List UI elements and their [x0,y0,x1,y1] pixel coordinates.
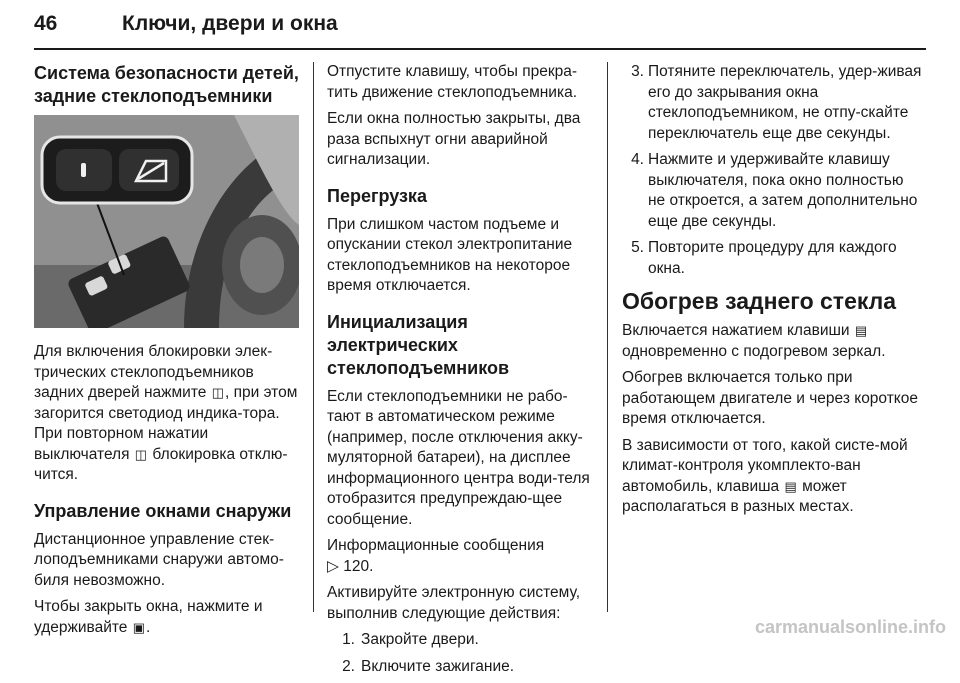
step-text: Включите зажигание. [361,657,515,675]
step-number: 5. [631,239,644,256]
step-number: 2. [342,657,355,675]
paragraph: Если стеклоподъемники не рабо-тают в автоматическом режиме (например, после отключения акку-муляторной батареи), на дисплее информационного центра води-теля отобразится предупреждаю-щее сообщение. [327,387,590,528]
section-title-child-safety: Система безопасности детей, задние стеклоподъемники [34,63,299,106]
list-item [622,62,922,144]
step-number: 4. [631,151,644,168]
text: блокировка отклю-чится. [34,445,288,483]
watermark: carmanualsonline.info [754,617,946,637]
paragraph: Дистанционное управление стек-лоподъемниками снаружи автомо-биля невозможно. [34,530,284,589]
text: одновременно с подогревом зеркал. [622,342,886,360]
paragraph: Чтобы закрыть окна, нажмите и удерживайте ▣. [34,597,300,638]
key-lock-icon: ▣ [132,619,146,635]
section-title-rear-defrost: Обогрев заднего стекла [622,288,897,314]
step-text: Закройте двери. [361,631,479,648]
rear-defrost-icon: ▤ [784,478,797,494]
paragraph: Если окна полностью закрыты, два раза вспыхнут огни аварийной сигнализации. [327,110,581,168]
text: В зависимости от того, какой систе-мой климат-контроля укомплекто-ван автомобиль, клавиша [622,436,908,495]
column-divider [607,62,608,612]
paragraph: Обогрев включается только при работающем двигателе и через короткое время отключается. [622,369,919,427]
window-lock-icon: ◫ [211,385,224,400]
column-middle [327,62,597,683]
section-title-initialization: Инициализация электрических стеклоподъемников [327,311,510,378]
header-rule [34,48,926,50]
column-right [622,62,922,524]
column-left [34,62,300,644]
window-lock-icon: ◫ [134,446,148,462]
list-item [622,238,922,279]
page-header [34,6,926,46]
list-item [327,657,597,678]
page-reference-arrow-icon: ▷ [327,557,339,575]
steps-list [327,630,597,677]
step-text: Потяните переключатель, удер-живая его до закрывания окна стеклоподъемником, не отпу-скайте переключатель еще две секунды. [648,63,922,142]
step-text: Нажмите и удерживайте клавишу выключателя, пока окно полностью не откроется, а затем дополнительно еще две секунды. [648,151,918,230]
text: Для включения блокировки элек-трических стеклоподъемников задних дверей нажмите [34,343,273,401]
text: Информационные сообщения [327,537,545,554]
paragraph [34,342,300,486]
text: Чтобы закрыть окна, нажмите и удерживайте [34,598,263,636]
step-number: 3. [631,63,644,80]
paragraph: Отпустите клавишу, чтобы прекра-тить движение стеклоподъемника. [327,63,578,101]
paragraph: Активируйте электронную систему, выполнив следующие действия: [327,584,581,622]
step-text: Повторите процедуру для каждого окна. [648,239,897,277]
step-number: 1. [342,631,355,648]
chapter-title: Ключи, двери и окна [122,12,338,35]
rear-defrost-icon: ▤ [854,323,868,338]
list-item [622,150,922,232]
section-title-overload: Перегрузка [327,185,427,206]
page-number: 46 [34,12,58,35]
column-divider [313,62,314,612]
text: , при этом загорится светодиод индика-тора. При повторном нажатии выключателя [34,384,298,463]
steps-list [622,62,922,279]
text: Включается нажатием клавиши [622,322,850,339]
section-title-remote-windows: Управление окнами снаружи [34,500,292,521]
paragraph: При слишком частом подъеме и опускании стекол электропитание стеклоподъемников на некоторое время отключается. [327,215,573,294]
list-item [327,630,597,651]
switch-photo [34,115,299,328]
paragraph [327,536,597,577]
page-reference[interactable]: 120. [343,557,374,575]
text: может располагаться в разных местах. [622,477,854,515]
paragraph [622,321,922,362]
paragraph [622,436,922,518]
